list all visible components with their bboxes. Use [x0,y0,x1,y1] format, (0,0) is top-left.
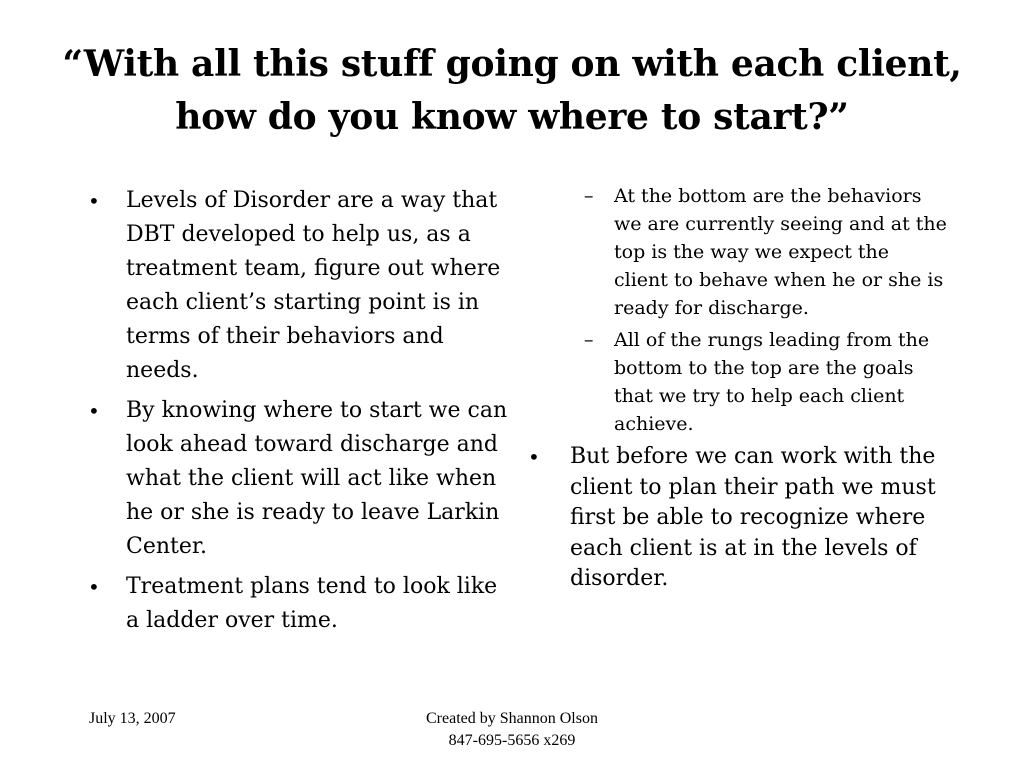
left-column [88,184,508,644]
bullet-item [88,184,508,388]
right-column [528,182,948,601]
sub-bullet-text: All of the rungs leading from the bottom to the top are the goals that we try to help each client achieve. [614,329,930,435]
bullet-icon: • [88,575,100,599]
bullet-text: Levels of Disorder are a way that DBT developed to help us, as a treatment team, figure out where each client’s starting point is in terms of their behaviors and needs. [126,188,501,383]
bullet-text: Treatment plans tend to look like a ladder over time. [126,574,498,633]
sub-bullet-text: At the bottom are the behaviors we are currently seeing and at the top is the way we expect the client to behave when he or she is ready for discharge. [614,185,947,319]
footer-credit-name: Created by Shannon Olson [426,710,598,727]
dash-icon: – [584,185,594,207]
bullet-icon: • [88,189,100,213]
bullet-item [88,570,508,638]
footer-date: July 13, 2007 [89,710,176,727]
sub-bullet-item [528,182,948,322]
footer-credit [362,708,662,752]
slide-title: “With all this stuff going on with each client, how do you know where to start?” [62,43,962,138]
bullet-icon: • [528,445,540,469]
bullet-item [88,394,508,564]
bullet-text: But before we can work with the client to plan their path we must first be able to recognize where each client is at in the levels of disorder. [570,444,936,591]
dash-icon: – [584,329,594,351]
bullet-icon: • [88,399,100,423]
footer-credit-phone: 847-695-5656 x269 [448,732,576,749]
bullet-text: By knowing where to start we can look ahead toward discharge and what the client will act like when he or she is ready to leave Larkin Center. [126,398,508,559]
bullet-item [528,442,948,595]
sub-bullet-item [528,326,948,438]
